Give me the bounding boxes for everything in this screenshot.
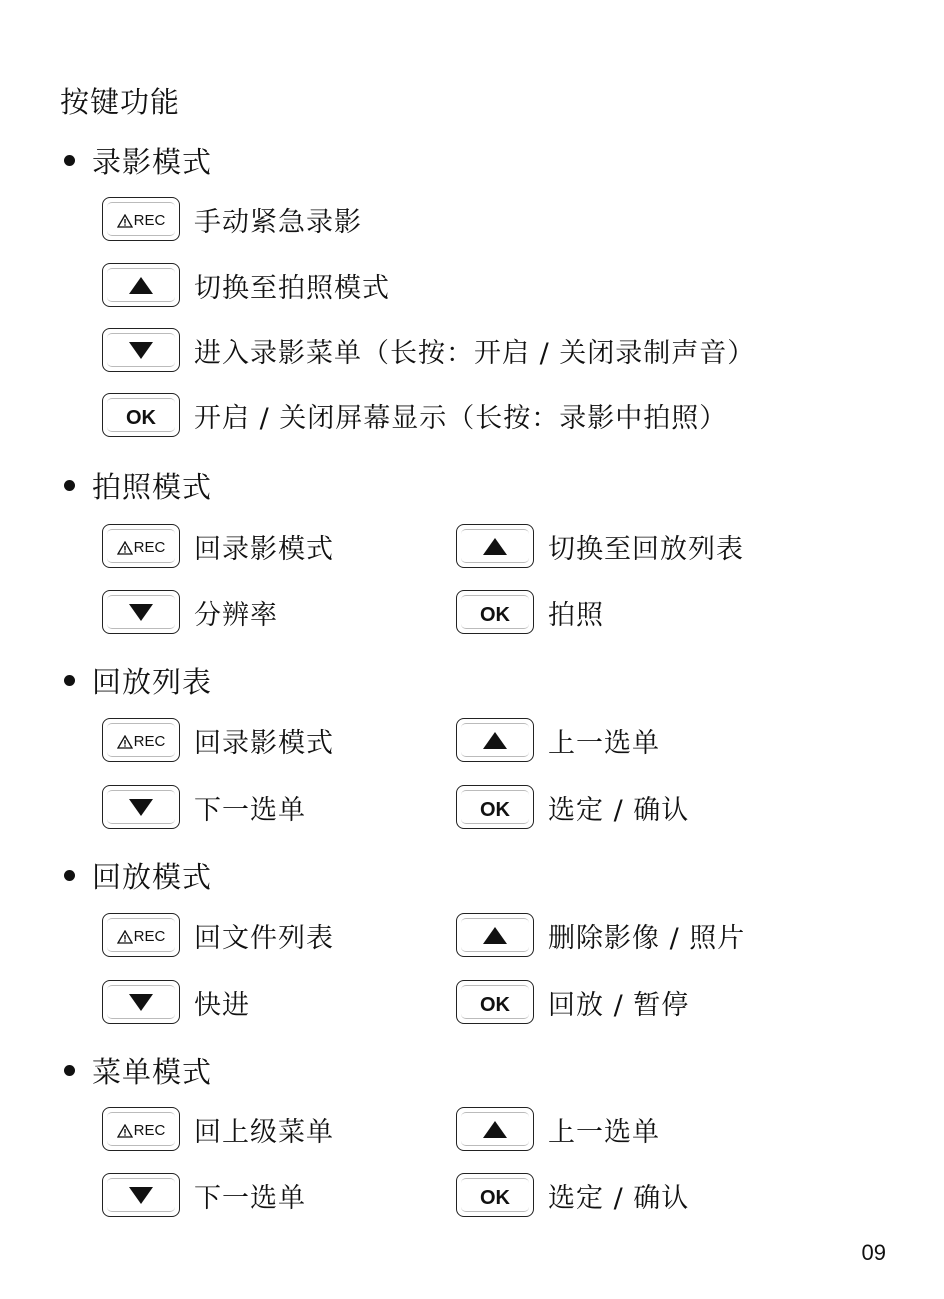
up-key bbox=[456, 913, 534, 957]
ok-key bbox=[456, 590, 534, 634]
down-key bbox=[102, 980, 180, 1024]
warning-triangle-icon bbox=[117, 930, 133, 944]
down-key bbox=[102, 785, 180, 829]
rec-key bbox=[102, 913, 180, 957]
key-row bbox=[102, 590, 278, 634]
key-function-label: 上一选单 bbox=[548, 1116, 660, 1148]
rec-key bbox=[102, 1107, 180, 1151]
section-heading-label: 回放列表 bbox=[92, 665, 213, 699]
triangle-up-icon bbox=[483, 732, 507, 749]
key-row bbox=[102, 524, 334, 568]
key-row bbox=[102, 393, 727, 437]
page-title: 按键功能 bbox=[60, 85, 181, 119]
key-function-label: 删除影像 / 照片 bbox=[548, 922, 746, 954]
key-function-label: 下一选单 bbox=[194, 1182, 306, 1214]
key-row bbox=[102, 1107, 334, 1151]
key-row bbox=[456, 1107, 660, 1151]
triangle-down-icon bbox=[129, 994, 153, 1011]
ok-key bbox=[456, 980, 534, 1024]
section-heading-menu-mode bbox=[60, 1050, 212, 1091]
key-function-label: 下一选单 bbox=[194, 794, 306, 826]
rec-key bbox=[102, 524, 180, 568]
key-function-label: 回录影模式 bbox=[194, 727, 334, 759]
key-function-label: 选定 / 确认 bbox=[548, 1182, 690, 1214]
section-heading-playback-mode bbox=[60, 855, 212, 896]
rec-key-caption: REC bbox=[133, 1122, 166, 1139]
key-function-label: 上一选单 bbox=[548, 727, 660, 759]
rec-key-caption: REC bbox=[133, 733, 166, 750]
key-function-label: 拍照 bbox=[548, 599, 604, 631]
key-row bbox=[102, 1173, 306, 1217]
triangle-down-icon bbox=[129, 604, 153, 621]
ok-key-caption: OK bbox=[126, 406, 156, 429]
key-function-label: 回文件列表 bbox=[194, 922, 334, 954]
key-row bbox=[102, 913, 334, 957]
key-row bbox=[102, 718, 334, 762]
rec-key-caption: REC bbox=[133, 212, 166, 229]
triangle-up-icon bbox=[483, 1121, 507, 1138]
up-key bbox=[102, 263, 180, 307]
up-key bbox=[456, 1107, 534, 1151]
triangle-down-icon bbox=[129, 342, 153, 359]
section-heading-label: 回放模式 bbox=[92, 860, 213, 894]
triangle-up-icon bbox=[483, 538, 507, 555]
key-row bbox=[102, 785, 306, 829]
warning-triangle-icon bbox=[117, 1124, 133, 1138]
key-function-label: 选定 / 确认 bbox=[548, 794, 690, 826]
key-row bbox=[102, 328, 755, 372]
ok-key-caption: OK bbox=[480, 993, 510, 1016]
key-function-label: 手动紧急录影 bbox=[194, 206, 362, 238]
key-row bbox=[456, 913, 745, 957]
key-function-label: 回放 / 暂停 bbox=[548, 989, 690, 1021]
bullet-icon bbox=[64, 480, 75, 491]
section-heading-label: 录影模式 bbox=[92, 145, 213, 179]
ok-key bbox=[102, 393, 180, 437]
rec-key-caption: REC bbox=[133, 928, 166, 945]
up-key bbox=[456, 718, 534, 762]
ok-key-caption: OK bbox=[480, 1186, 510, 1209]
key-function-label: 进入录影菜单（长按：开启 / 关闭录制声音） bbox=[194, 337, 756, 369]
rec-key-caption: REC bbox=[133, 539, 166, 556]
key-row bbox=[456, 590, 604, 634]
bullet-icon bbox=[64, 675, 75, 686]
key-function-label: 切换至拍照模式 bbox=[194, 272, 390, 304]
section-heading-photo-mode bbox=[60, 465, 212, 506]
key-function-label: 分辨率 bbox=[194, 599, 278, 631]
key-function-label: 快进 bbox=[194, 989, 250, 1021]
rec-key bbox=[102, 718, 180, 762]
warning-triangle-icon bbox=[117, 541, 133, 555]
triangle-up-icon bbox=[483, 927, 507, 944]
warning-triangle-icon bbox=[117, 214, 133, 228]
page-number: 09 bbox=[861, 1240, 886, 1265]
section-heading-record-mode bbox=[60, 140, 212, 181]
key-function-label: 开启 / 关闭屏幕显示（长按：录影中拍照） bbox=[194, 402, 728, 434]
bullet-icon bbox=[64, 1065, 75, 1076]
bullet-icon bbox=[64, 155, 75, 166]
triangle-up-icon bbox=[129, 277, 153, 294]
key-row bbox=[456, 785, 689, 829]
ok-key-caption: OK bbox=[480, 798, 510, 821]
key-function-label: 切换至回放列表 bbox=[548, 533, 744, 565]
up-key bbox=[456, 524, 534, 568]
section-heading-playback-list bbox=[60, 660, 212, 701]
key-row bbox=[456, 980, 689, 1024]
key-function-label: 回录影模式 bbox=[194, 533, 334, 565]
down-key bbox=[102, 590, 180, 634]
key-row bbox=[102, 263, 390, 307]
warning-triangle-icon bbox=[117, 735, 133, 749]
section-heading-label: 拍照模式 bbox=[92, 470, 213, 504]
key-row bbox=[102, 197, 362, 241]
key-function-label: 回上级菜单 bbox=[194, 1116, 334, 1148]
bullet-icon bbox=[64, 870, 75, 881]
ok-key bbox=[456, 1173, 534, 1217]
triangle-down-icon bbox=[129, 1187, 153, 1204]
key-row bbox=[456, 718, 660, 762]
section-heading-label: 菜单模式 bbox=[92, 1055, 213, 1089]
down-key bbox=[102, 328, 180, 372]
key-row bbox=[102, 980, 250, 1024]
rec-key bbox=[102, 197, 180, 241]
key-row bbox=[456, 524, 744, 568]
key-row bbox=[456, 1173, 689, 1217]
down-key bbox=[102, 1173, 180, 1217]
ok-key-caption: OK bbox=[480, 603, 510, 626]
triangle-down-icon bbox=[129, 799, 153, 816]
ok-key bbox=[456, 785, 534, 829]
